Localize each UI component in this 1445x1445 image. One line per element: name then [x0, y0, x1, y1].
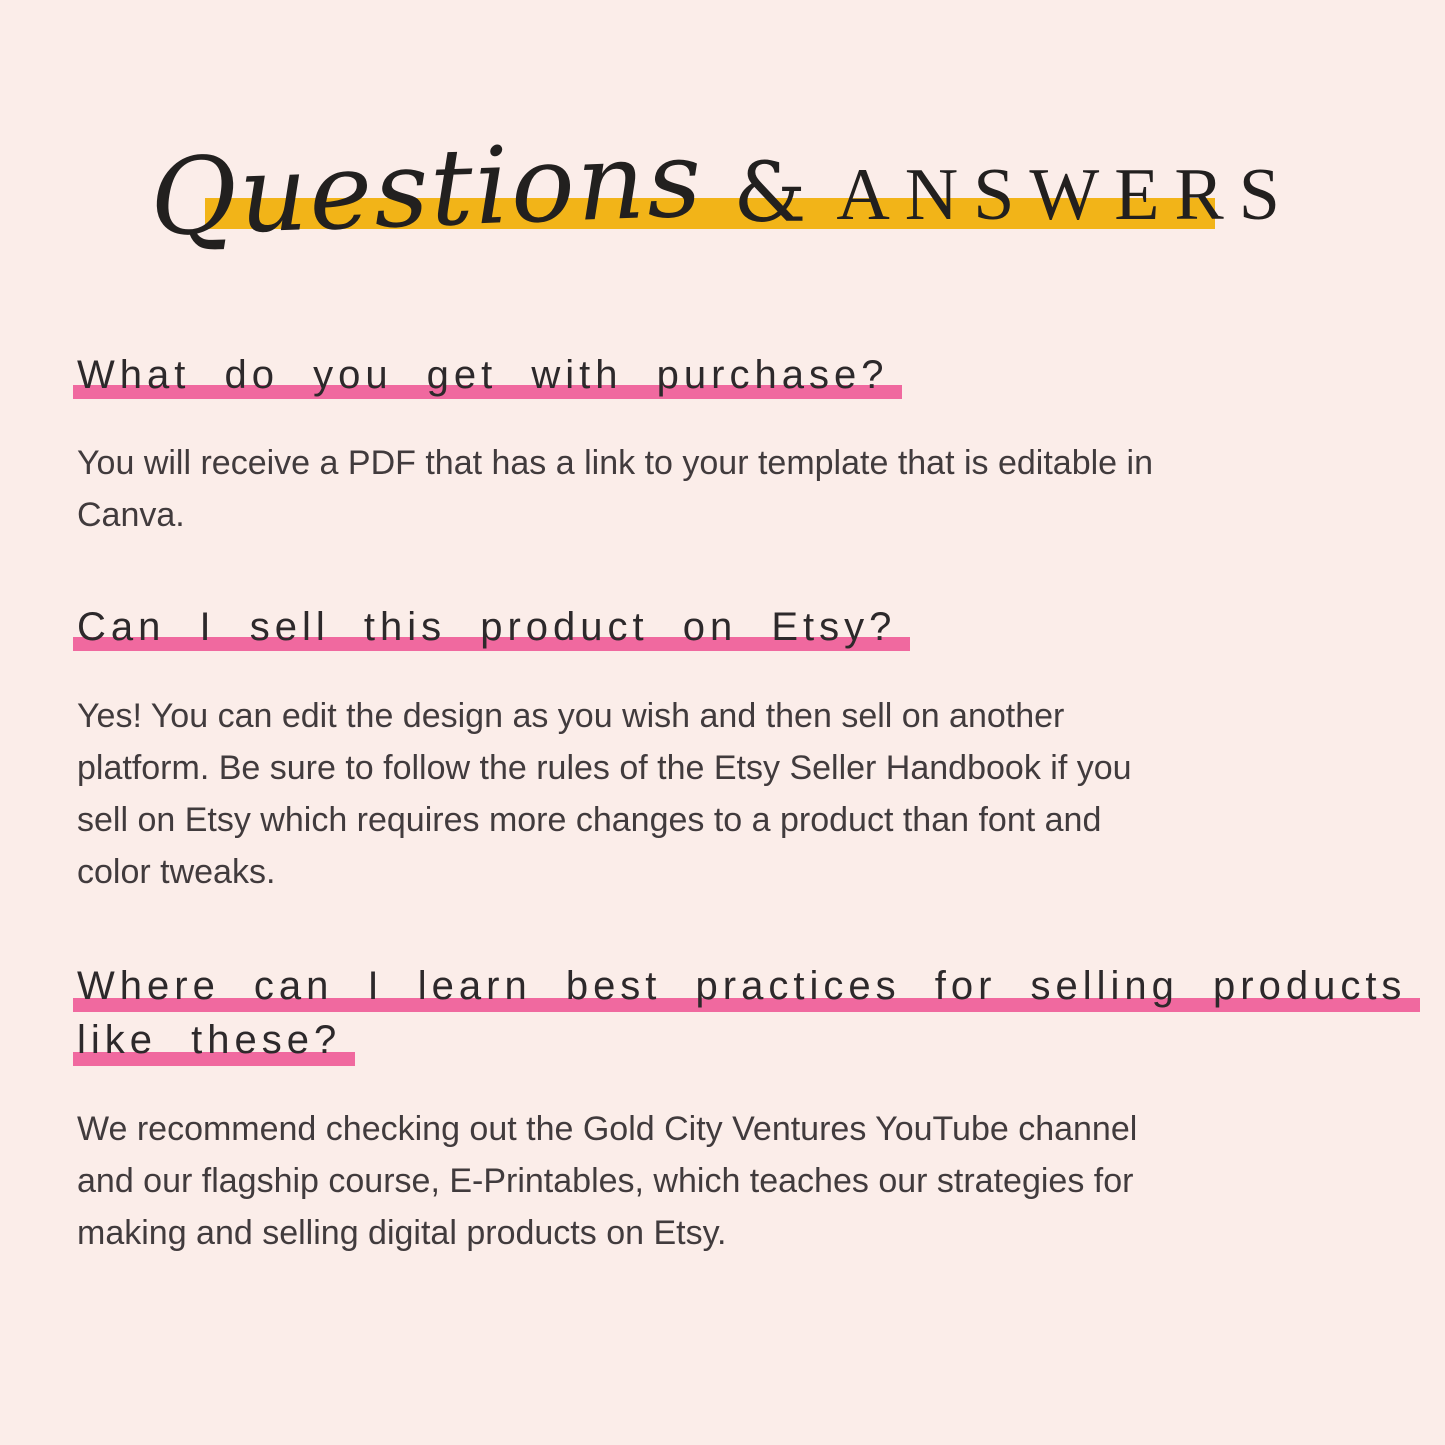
question-heading: [77, 350, 1387, 400]
question-line: like these?: [77, 1013, 341, 1067]
answer-line: Canva.: [77, 496, 185, 534]
answer-line: sell on Etsy which requires more changes to a product than font and: [77, 801, 1102, 839]
answer-line: You will receive a PDF that has a link to your template that is editable in: [77, 444, 1153, 482]
qa-section-sell-on-etsy: [77, 602, 1387, 898]
question-line: Where can I learn best practices for selling products: [77, 959, 1406, 1013]
answer-paragraph: [77, 690, 1387, 898]
page-title: [0, 117, 1445, 260]
answer-paragraph: [77, 437, 1387, 541]
question-line: Can I sell this product on Etsy?: [77, 602, 896, 652]
question-heading: [77, 959, 1407, 1067]
question-line: What do you get with purchase?: [77, 350, 888, 400]
answer-line: making and selling digital products on Etsy.: [77, 1214, 727, 1252]
qa-section-best-practices: [77, 959, 1407, 1259]
title-caps-word: ANSWERS: [836, 154, 1295, 236]
question-heading: [77, 602, 1387, 652]
answer-line: We recommend checking out the Gold City Ventures YouTube channel: [77, 1110, 1138, 1148]
qa-section-purchase: [77, 350, 1387, 541]
title-script-word: Questions: [148, 117, 706, 260]
answer-line: and our flagship course, E-Printables, which teaches our strategies for: [77, 1162, 1134, 1200]
title-ampersand: &: [733, 146, 807, 241]
answer-line: color tweaks.: [77, 853, 276, 891]
answer-line: platform. Be sure to follow the rules of the Etsy Seller Handbook if you: [77, 749, 1132, 787]
answer-line: Yes! You can edit the design as you wish and then sell on another: [77, 697, 1065, 735]
answer-paragraph: [77, 1103, 1387, 1259]
